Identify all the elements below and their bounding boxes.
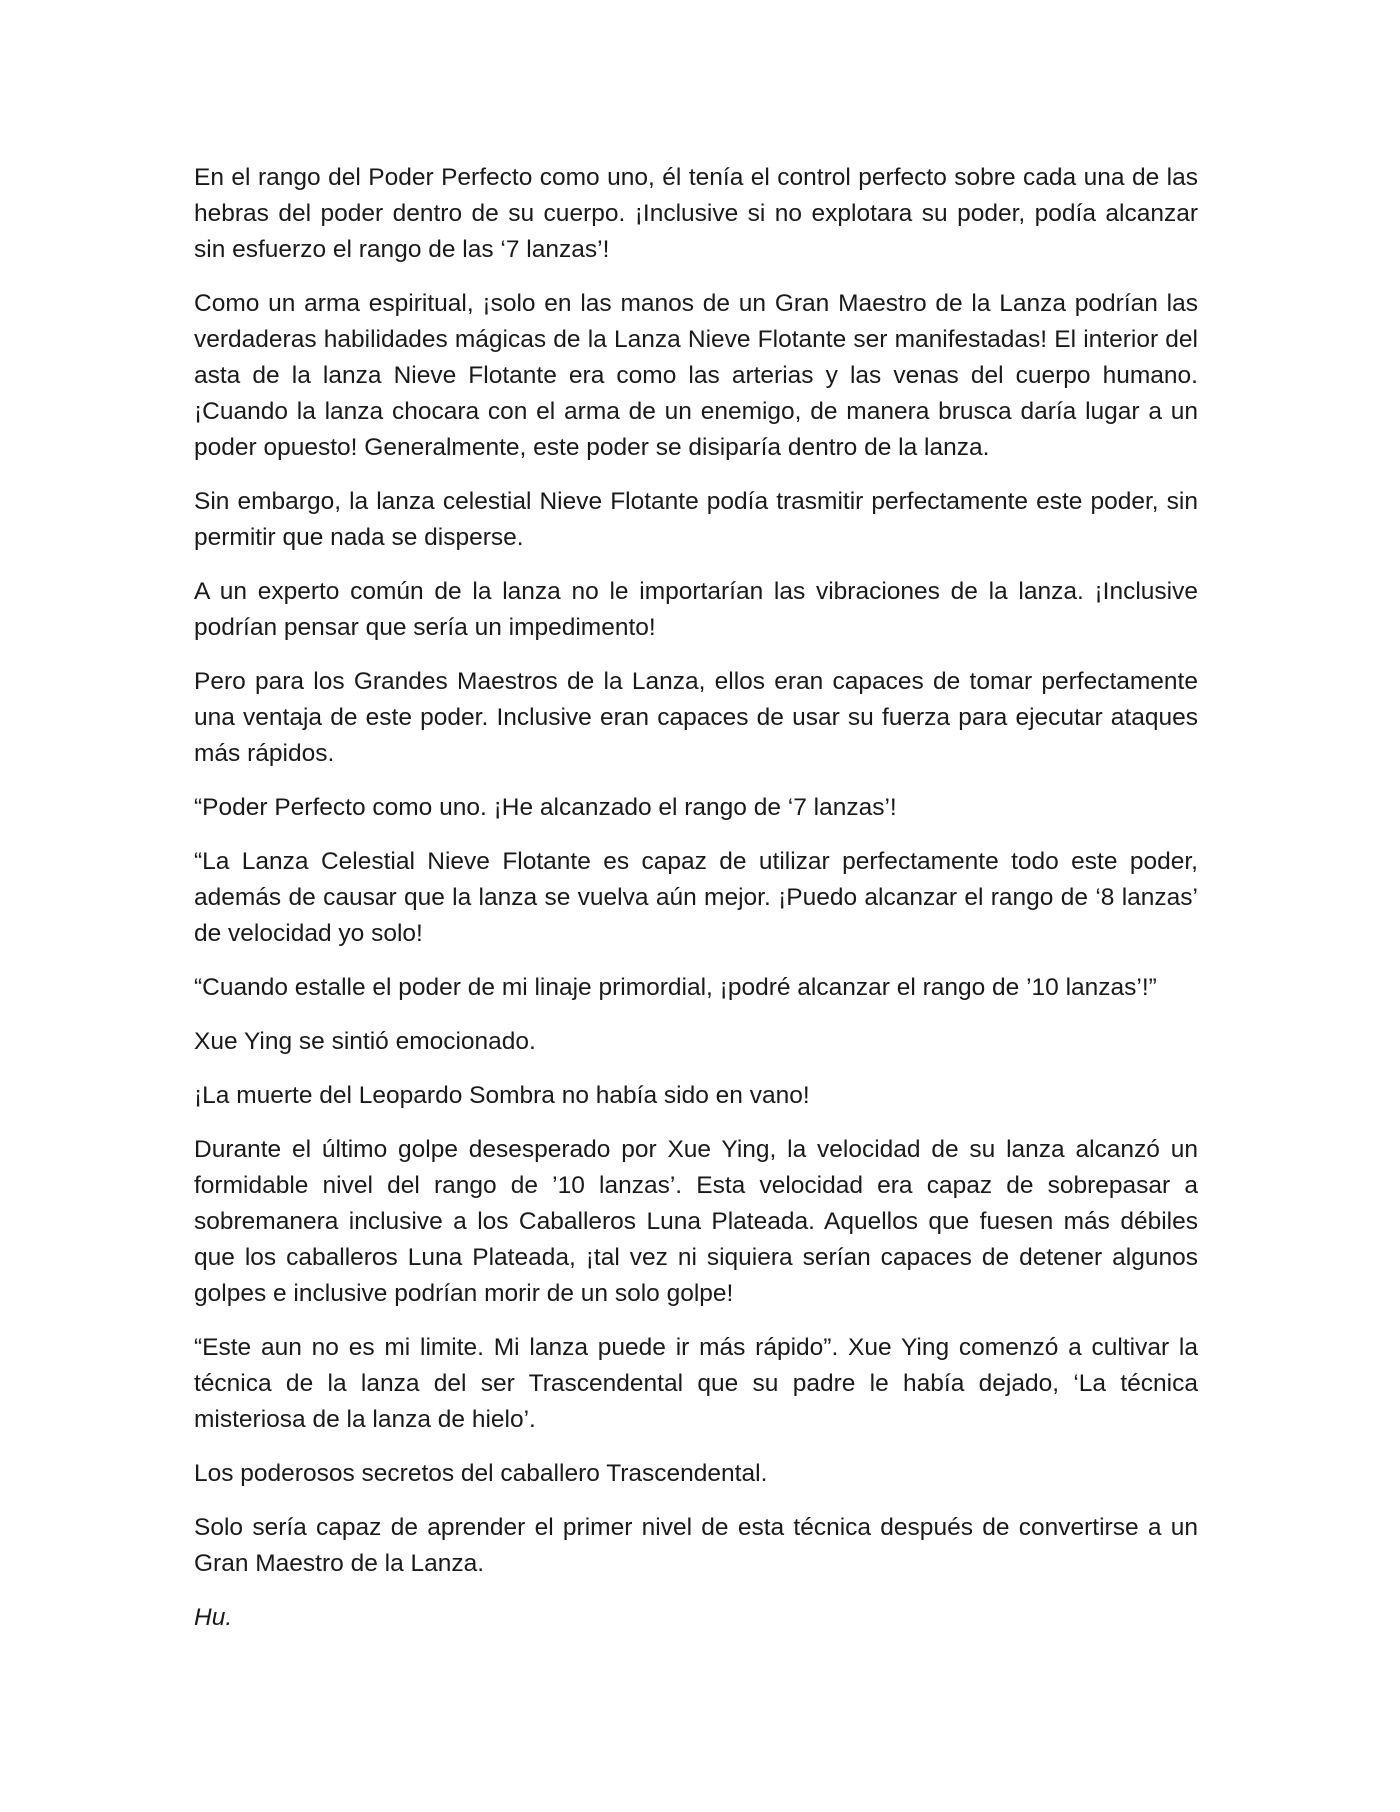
paragraph-12: “Este aun no es mi limite. Mi lanza puede ir más rápido”. Xue Ying comenzó a cultivar la técnica de la lanza del ser Trascendental que su padre le había dejado, ‘La técnica misteriosa de la lanza de hielo’. xyxy=(194,1334,1198,1433)
paragraph-5: Pero para los Grandes Maestros de la Lanza, ellos eran capaces de tomar perfectamente una ventaja de este poder. Inclusive eran capaces de usar su fuerza para ejecutar ataques más rápidos. xyxy=(194,668,1198,767)
paragraph-8: “Cuando estalle el poder de mi linaje primordial, ¡podré alcanzar el rango de ’10 lanzas’!” xyxy=(194,974,1157,1001)
paragraph-15: Hu. xyxy=(194,1604,233,1631)
paragraph-4: A un experto común de la lanza no le importarían las vibraciones de la lanza. ¡Inclusive podrían pensar que sería un impedimento! xyxy=(194,578,1198,641)
paragraph-13: Los poderosos secretos del caballero Trascendental. xyxy=(194,1460,768,1487)
paragraph-11: Durante el último golpe desesperado por Xue Ying, la velocidad de su lanza alcanzó un formidable nivel del rango de ’10 lanzas’. Esta velocidad era capaz de sobrepasar a sobremanera inclusive a los Caballeros Luna Plateada. Aquellos que fuesen más débiles que los caballeros Luna Plateada, ¡tal vez ni siquiera serían capaces de detener algunos golpes e inclusive podrían morir de un solo golpe! xyxy=(194,1136,1198,1307)
paragraph-9: Xue Ying se sintió emocionado. xyxy=(194,1028,536,1055)
paragraph-3: Sin embargo, la lanza celestial Nieve Flotante podía trasmitir perfectamente este poder, sin permitir que nada se disperse. xyxy=(194,488,1198,551)
paragraph-14: Solo sería capaz de aprender el primer nivel de esta técnica después de convertirse a un Gran Maestro de la Lanza. xyxy=(194,1514,1198,1577)
paragraph-10: ¡La muerte del Leopardo Sombra no había sido en vano! xyxy=(194,1082,810,1109)
paragraph-6: “Poder Perfecto como uno. ¡He alcanzado el rango de ‘7 lanzas’! xyxy=(194,794,897,821)
paragraph-2: Como un arma espiritual, ¡solo en las manos de un Gran Maestro de la Lanza podrían las verdaderas habilidades mágicas de la Lanza Nieve Flotante ser manifestadas! El interior del asta de la lanza Nieve Flotante era como las arterias y las venas del cuerpo humano. ¡Cuando la lanza chocara con el arma de un enemigo, de manera brusca daría lugar a un poder opuesto! Generalmente, este poder se disiparía dentro de la lanza. xyxy=(194,290,1198,461)
paragraph-1: En el rango del Poder Perfecto como uno, él tenía el control perfecto sobre cada una de las hebras del poder dentro de su cuerpo. ¡Inclusive si no explotara su poder, podía alcanzar sin esfuerzo el rango de las ‘7 lanzas’! xyxy=(194,164,1198,263)
paragraph-7: “La Lanza Celestial Nieve Flotante es capaz de utilizar perfectamente todo este poder, además de causar que la lanza se vuelva aún mejor. ¡Puedo alcanzar el rango de ‘8 lanzas’ de velocidad yo solo! xyxy=(194,848,1198,947)
document-body xyxy=(194,160,1198,1654)
